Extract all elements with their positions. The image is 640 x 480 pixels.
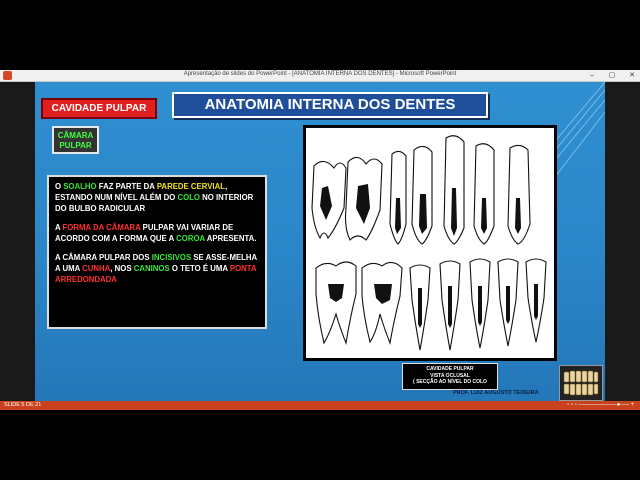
term-colo: COLO xyxy=(177,193,200,202)
teeth-drawing xyxy=(306,128,554,358)
term-ponta: PONTA ARREDONDADA xyxy=(55,264,257,284)
caption-line1: CAVIDADE PULPAR xyxy=(426,366,474,372)
slideshow-area xyxy=(0,82,640,401)
term-caninos: CANINOS xyxy=(133,264,170,273)
term-incisivos: INCISIVOS xyxy=(151,253,192,262)
teeth-logo-icon xyxy=(562,369,600,397)
teeth-illustration xyxy=(303,125,557,361)
section-label: CAVIDADE PULPAR xyxy=(41,98,157,119)
text: NO INTERIOR DO BULBO RADICULAR xyxy=(55,193,254,213)
term-cunha: CUNHA xyxy=(82,264,111,273)
term-parede: PAREDE CERVIAL xyxy=(156,182,225,191)
teeth-logo xyxy=(559,365,603,401)
term-forma: FORMA DA CÂMARA xyxy=(62,223,141,232)
paragraph-3 xyxy=(55,252,259,285)
slide[interactable] xyxy=(35,82,605,401)
text: A CÂMARA PULPAR DOS xyxy=(55,253,152,262)
author-credit: PROF. LUIZ AUGUSTO TEIXEIRA xyxy=(453,390,539,396)
subtopic-label xyxy=(52,126,99,154)
text: O TETO É UMA xyxy=(169,264,230,273)
term-soalho: SOALHO xyxy=(63,182,97,191)
window-title: Apresentação de slides do PowerPoint - [ANATOMIA INTERNA DOS DENTES] - Microsoft PowerPoint xyxy=(183,71,457,77)
text: PULPAR VAI VARIAR DE ACORDO COM A FORMA QUE A xyxy=(55,223,234,243)
slide-number: SLIDE 5 DE 21 xyxy=(4,402,42,408)
restore-button[interactable]: ▢ xyxy=(608,72,616,79)
text: SE ASSE-MELHA A UMA xyxy=(55,253,257,273)
window-controls xyxy=(588,70,636,81)
term-coroa: COROA xyxy=(176,234,205,243)
subtopic-line2: PULPAR xyxy=(59,141,92,150)
text: FAZ PARTE DA xyxy=(96,182,157,191)
text: O xyxy=(55,182,64,191)
window-titlebar xyxy=(0,70,640,82)
text: APRESENTA. xyxy=(204,234,257,243)
caption-line3: ( SECÇÃO AO NÍVEL DO COLO xyxy=(413,379,487,385)
image-caption xyxy=(402,363,498,390)
text: , NOS xyxy=(110,264,134,273)
paragraph-1 xyxy=(55,181,259,214)
paragraph-2 xyxy=(55,222,259,244)
zoom-controls[interactable]: ▫ ▫ ▫ ─────────●── + xyxy=(567,402,634,408)
subtopic-line1: CÂMARA xyxy=(57,131,94,140)
text: , ESTANDO NUM NÍVEL ALÉM DO xyxy=(55,182,228,202)
slide-title: ANATOMIA INTERNA DOS DENTES xyxy=(172,92,488,118)
body-textbox xyxy=(47,175,267,329)
minimize-button[interactable]: – xyxy=(590,72,594,79)
statusbar xyxy=(0,401,640,410)
caption-line2: VISTA OCLUSAL xyxy=(430,372,470,379)
close-button[interactable]: ✕ xyxy=(629,72,635,79)
text: A xyxy=(55,223,63,232)
